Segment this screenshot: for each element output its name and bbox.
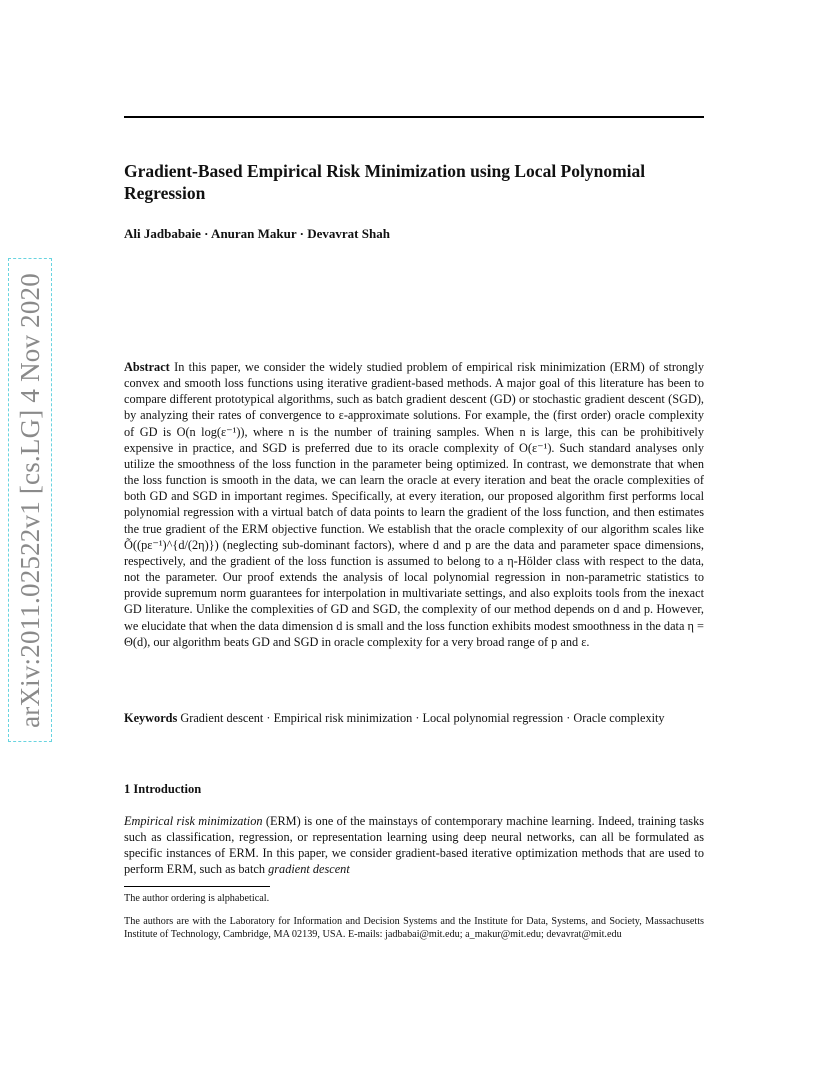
abstract-text: In this paper, we consider the widely studied problem of empirical risk minimization (ERM) of strongly convex and smooth loss functions using iterative gradient-based methods. A major goal of this literature has been to compare different prototypical algorithms, such as batch gradient descent (GD) or stochastic gradient descent (SGD), by analyzing their rates of convergence to ε-approximate solutions. For example, the (first order) oracle complexity of GD is O(n log(ε⁻¹)), where n is the number of training samples. When n is large, this can be prohibitively expensive in practice, and SGD is preferred due to its oracle complexity of O(ε⁻¹). Such standard analyses only utilize the smoothness of the loss function in the parameter being optimized. In contrast, we demonstrate that when the loss function is smooth in the data, we can learn the oracle at every iteration and beat the oracle complexities of both GD and SGD in important regimes. Specifically, at every iteration, our proposed algorithm first performs local polynomial regression with a virtual batch of data points to learn the gradient of the loss function, and then estimates the true gradient of the ERM objective function. We establish that the oracle complexity of our algorithm scales like Õ((pε⁻¹)^{d/(2η)}) (neglecting sub-dominant factors), where d and p are the data and parameter space dimensions, respectively, and the gradient of the loss function is assumed to belong to a η-Hölder class with respect to the data, not the parameter. Our proof extends the analysis of local polynomial regression in non-parametric statistics to provide supremum norm guarantees for interpolation in multivariate settings, and also exploits tools from the inexact GD literature. Unlike the complexities of GD and SGD, the complexity of our method depends on d and p. However, we elucidate that when the data dimension d is small and the loss function exhibits modest smoothness in the data η = Θ(d), our algorithm beats GD and SGD in oracle complexity for a very broad range of p and ε. (124, 360, 704, 649)
top-rule (124, 116, 704, 118)
footnote-ordering: The author ordering is alphabetical. (124, 893, 270, 904)
intro-text: (ERM) is one of the mainstays of contemporary machine learning. Indeed, training tasks such as classification, regression, or representation learning using deep neural networks, can all be formulated as specific instances of ERM. In this paper, we consider gradient-based iterative optimization methods that are used to perform ERM, such as batch (124, 814, 704, 877)
keywords-block (124, 710, 704, 726)
keywords-label: Keywords (124, 711, 178, 725)
keywords-text: Gradient descent · Empirical risk minimization · Local polynomial regression · Oracle complexity (180, 711, 665, 725)
footnote-affiliation: The authors are with the Laboratory for Information and Decision Systems and the Institute for Data, Systems, and Society, Massachusetts Institute of Technology, Cambridge, MA 02139, USA. E-mails: jadbabai@mit.edu; a_makur@mit.edu; devavrat@mit.edu (124, 916, 704, 941)
paper-title: Gradient-Based Empirical Risk Minimization using Local Polynomial Regression (124, 161, 646, 203)
arxiv-sidebar-stamp (8, 258, 52, 742)
author-list: Ali Jadbabaie · Anuran Makur · Devavrat Shah (124, 226, 390, 241)
intro-term: Empirical risk minimization (124, 814, 263, 828)
abstract-label: Abstract (124, 360, 170, 374)
arxiv-identifier: arXiv:2011.02522v1 [cs.LG] 4 Nov 2020 (14, 272, 45, 728)
abstract-block (124, 359, 704, 650)
introduction-paragraph (124, 813, 704, 878)
section-heading: 1 Introduction (124, 782, 202, 796)
footnote-rule (124, 886, 270, 887)
intro-trailing-term: gradient descent (268, 862, 350, 877)
